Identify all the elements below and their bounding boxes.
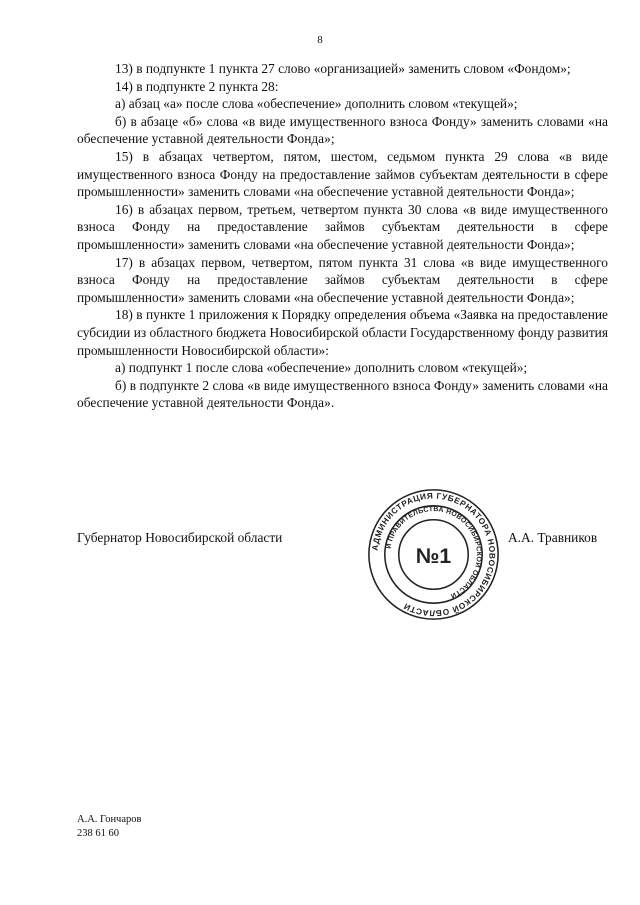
paragraph-18: 18) в пункте 1 приложения к Порядку определения объема «Заявка на предоставление субсидии из областного бюджета Новосибирской области Государственному фонду развития промышленности Новосибирской области»: <box>77 307 608 358</box>
signatory-position: Губернатор Новосибирской области <box>77 530 283 545</box>
stamp-number: №1 <box>415 545 452 569</box>
paragraph-18-a: а) подпункт 1 после слова «обеспечение» дополнить словом «текущей»; <box>115 360 528 376</box>
signatory-name: А.А. Травников <box>508 530 598 545</box>
paragraph-15: 15) в абзацах четвертом, пятом, шестом, седьмом пункта 29 слова «в виде имущественного взноса Фонду на предоставление займов субъектам деятельности в сфере промышленности» заменить словами «на обеспечение уставной деятельности Фонда»; <box>77 148 608 200</box>
executor-block <box>77 813 141 841</box>
stamp-inner-text: И ПРАВИТЕЛЬСТВА НОВОСИБИРСКОЙ ОБЛАСТИ <box>385 506 482 600</box>
paragraph-17: 17) в абзацах первом, четвертом, пятом пункта 31 слова «в виде имущественного взноса Фонду на предоставление займов субъектам деятельности в сфере промышленности» заменить словами «на обеспечение уставной деятельности Фонда»; <box>77 254 608 305</box>
page-number: 8 <box>317 34 323 46</box>
paragraph-13: 13) в подпункте 1 пункта 27 слово «организацией» заменить словом «Фондом»; <box>115 61 571 76</box>
paragraph-14-a: а) абзац «а» после слова «обеспечение» дополнить словом «текущей»; <box>115 96 518 112</box>
paragraph-14-b: б) в абзаце «б» слова «в виде имущественного взноса Фонду» заменить словами «на обеспечение уставной деятельности Фонда»; <box>77 113 608 147</box>
official-stamp <box>366 487 501 622</box>
paragraph-18-b: б) в подпункте 2 слова «в виде имущественного взноса Фонду» заменить словами «на обеспечение уставной деятельности Фонда». <box>77 377 608 411</box>
paragraph-16: 16) в абзацах первом, третьем, четвертом пункта 30 слова «в виде имущественного взноса Фонду на предоставление займов субъектам деятельности в сфере промышленности» заменить словами «на обеспечение уставной деятельности Фонда»; <box>77 201 608 252</box>
executor-name: А.А. Гончаров <box>77 814 142 825</box>
paragraph-14: 14) в подпункте 2 пункта 28: <box>115 78 279 94</box>
document-body <box>77 60 608 412</box>
executor-phone: 238 61 60 <box>77 828 119 839</box>
stamp-outer-text: АДМИНИСТРАЦИЯ ГУБЕРНАТОРА НОВОСИБИРСКОЙ ОБЛАСТИ <box>369 490 498 619</box>
